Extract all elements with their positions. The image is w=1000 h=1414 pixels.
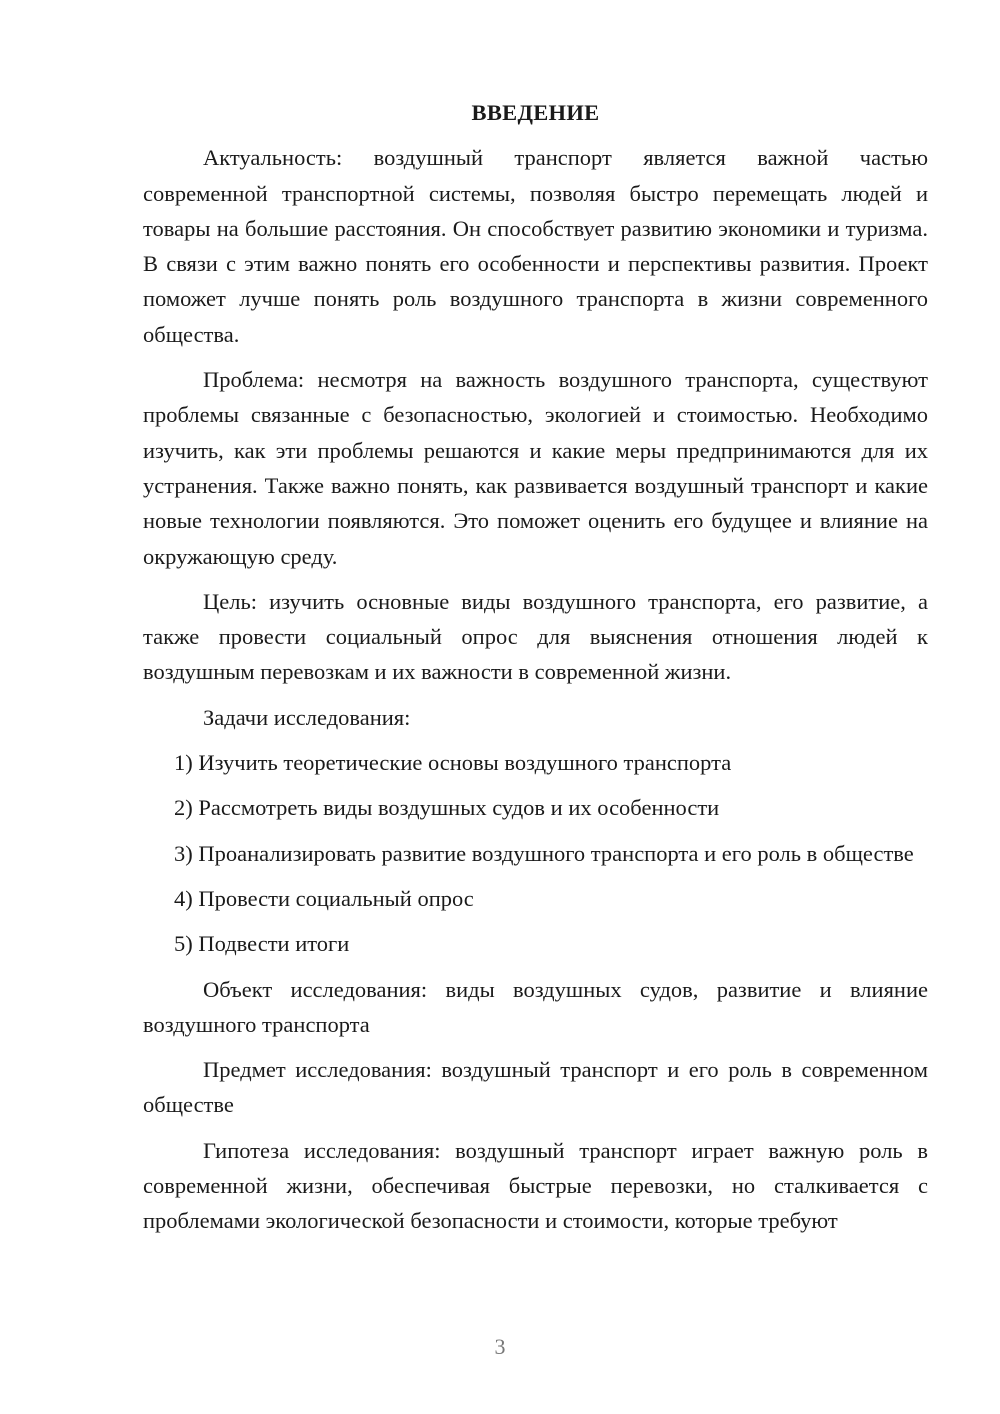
task-item-1: 1) Изучить теоретические основы воздушного транспорта bbox=[174, 750, 732, 776]
page-title: ВВЕДЕНИЕ bbox=[471, 100, 600, 125]
document-page bbox=[143, 95, 928, 1249]
task-item-4: 4) Провести социальный опрос bbox=[174, 885, 474, 911]
paragraph-goal: Цель: изучить основные виды воздушного транспорта, его развитие, а также провести социальный опрос для выяснения отношения людей к воздушным перевозкам и их важности в современной жизни. bbox=[143, 588, 928, 685]
paragraph-object: Объект исследования: виды воздушных судов, развитие и влияние воздушного транспорта bbox=[143, 976, 928, 1037]
page-number: 3 bbox=[494, 1334, 506, 1359]
paragraph-problem: Проблема: несмотря на важность воздушного транспорта, существуют проблемы связанные с безопасностью, экологией и стоимостью. Необходимо изучить, как эти проблемы решаются и какие меры предпринимаются для их устранения. Также важно понять, как развивается воздушный транспорт и какие новые технологии появляются. Это поможет оценить его будущее и влияние на окружающую среду. bbox=[143, 367, 928, 569]
paragraph-subject: Предмет исследования: воздушный транспорт и его роль в современном обществе bbox=[143, 1057, 928, 1118]
task-item-5: 5) Подвести итоги bbox=[174, 931, 350, 957]
paragraph-hypothesis: Гипотеза исследования: воздушный транспорт играет важную роль в современной жизни, обеспечивая быстрые перевозки, но сталкивается с проблемами экологической безопасности и стоимости, которые требуют bbox=[143, 1137, 928, 1234]
task-item-3: 3) Проанализировать развитие воздушного транспорта и его роль в обществе bbox=[174, 840, 914, 866]
task-item-2: 2) Рассмотреть виды воздушных судов и их особенности bbox=[174, 795, 720, 821]
tasks-heading: Задачи исследования: bbox=[203, 704, 411, 730]
paragraph-relevance: Актуальность: воздушный транспорт является важной частью современной транспортной системы, позволяя быстро перемещать людей и товары на большие расстояния. Он способствует развитию экономики и туризма. В связи с этим важно понять его особенности и перспективы развития. Проект поможет лучше понять роль воздушного транспорта в жизни современного общества. bbox=[143, 145, 928, 347]
